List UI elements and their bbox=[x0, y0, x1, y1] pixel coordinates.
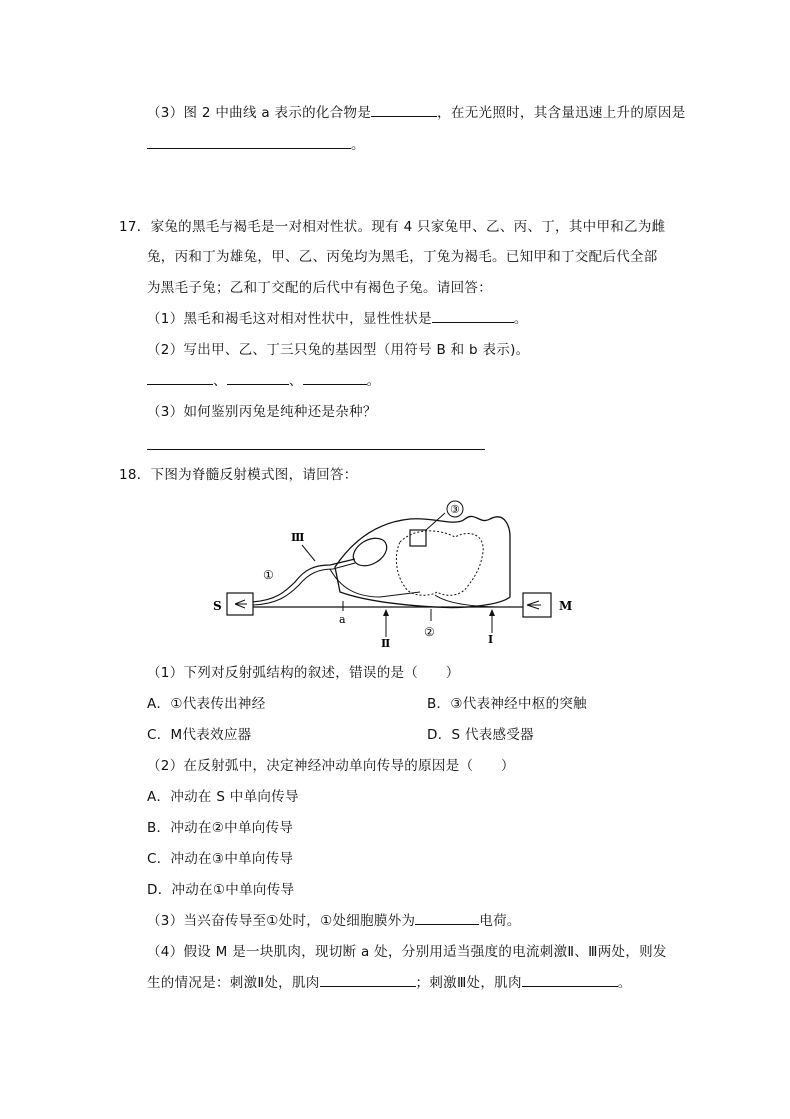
q17-genotype-jia-blank[interactable] bbox=[147, 372, 213, 385]
q18-part4-line1: （4）假设 M 是一块肌肉，现切断 a 处，分别用适当强度的电流刺激Ⅱ、Ⅲ两处，则发 bbox=[147, 944, 667, 960]
q18-part4-text-a: 生的情况是：刺激Ⅱ处，肌肉 bbox=[147, 975, 320, 991]
q17-part1-text: （1）黑毛和褐毛这对相对性状中，显性性状是 bbox=[147, 311, 432, 327]
q18-part3 bbox=[147, 912, 521, 930]
q16-part3-answer-line bbox=[147, 136, 365, 154]
q18-intro: 18．下图为脊髓反射模式图，请回答： bbox=[119, 467, 358, 483]
q18-part1: （1）下列对反射弧结构的叙述，错误的是（ ） bbox=[147, 665, 460, 681]
q17-part3: （3）如何鉴别丙兔是纯种还是杂种？ bbox=[147, 404, 377, 420]
q16-part3-blank-1[interactable] bbox=[371, 104, 437, 117]
q18-part3-blank[interactable] bbox=[415, 912, 479, 925]
spinal-reflex-diagram bbox=[205, 497, 575, 647]
q18-part2-option-b[interactable]: B．冲动在②中单向传导 bbox=[147, 820, 294, 836]
q17-part1-end: 。 bbox=[513, 311, 528, 327]
q16-part3-text-a: （3）图 2 中曲线 a 表示的化合物是 bbox=[147, 105, 372, 121]
q17-part3-answer-blank[interactable] bbox=[147, 449, 485, 450]
label-a: a bbox=[339, 613, 346, 626]
q18-part3-text-a: （3）当兴奋传导至①处时，①处细胞膜外为 bbox=[147, 913, 416, 929]
q17-genotype-ding-blank[interactable] bbox=[303, 372, 367, 385]
label-II: Ⅱ bbox=[381, 637, 391, 647]
q18-part1-option-d[interactable]: D．S 代表感受器 bbox=[427, 727, 534, 743]
q18-part1-option-c[interactable]: C．M代表效应器 bbox=[147, 727, 252, 743]
q17-sep-1: 、 bbox=[213, 373, 227, 389]
q18-part2: （2）在反射弧中，决定神经冲动单向传导的原因是（ ） bbox=[147, 758, 515, 774]
label-1: ① bbox=[263, 568, 274, 582]
q16-part3-text-b: ，在无光照时，其含量迅速上升的原因是 bbox=[437, 105, 686, 121]
q17-line3: 为黑毛子兔；乙和丁交配的后代中有褐色子兔。请回答： bbox=[147, 280, 492, 296]
q18-part2-option-a[interactable]: A．冲动在 S 中单向传导 bbox=[147, 789, 299, 805]
q18-part3-text-b: 电荷。 bbox=[479, 913, 521, 929]
q16-end: 。 bbox=[351, 137, 365, 153]
q17-part2-blanks bbox=[147, 372, 380, 390]
q17-line2: 兔，丙和丁为雄兔，甲、乙、丙兔均为黑毛，丁兔为褐毛。已知甲和丁交配后代全部 bbox=[147, 249, 658, 265]
q16-part3-line bbox=[147, 104, 686, 122]
label-III: Ⅲ bbox=[291, 531, 305, 544]
q17-part2-end: 。 bbox=[366, 373, 381, 389]
q17-sep-2: 、 bbox=[288, 373, 303, 389]
q17-part2: （2）写出甲、乙、丁三只兔的基因型（用符号 B 和 b 表示)。 bbox=[147, 342, 530, 358]
label-3: ③ bbox=[450, 503, 460, 516]
q18-part4-blank-2[interactable] bbox=[522, 974, 618, 987]
dorsal-root-ganglion bbox=[348, 533, 391, 572]
q17-line1: 17．家兔的黑毛与褐毛是一对相对性状。现有 4 只家兔甲、乙、丙、丁，其中甲和乙为雌 bbox=[119, 219, 666, 235]
q18-part4-blank-1[interactable] bbox=[320, 974, 416, 987]
q18-part4-line2 bbox=[147, 974, 632, 992]
q18-part1-option-a[interactable]: A．①代表传出神经 bbox=[147, 696, 266, 712]
label-2: ② bbox=[424, 625, 435, 639]
q17-genotype-yi-blank[interactable] bbox=[227, 372, 289, 385]
label-M: M bbox=[559, 599, 573, 613]
q18-part1-option-b[interactable]: B．③代表神经中枢的突触 bbox=[427, 696, 587, 712]
label-S: S bbox=[213, 599, 222, 613]
q18-part4-end: 。 bbox=[617, 975, 632, 991]
q18-part4-text-b: ；刺激Ⅲ处，肌肉 bbox=[415, 975, 522, 991]
q18-part2-option-d[interactable]: D．冲动在①中单向传导 bbox=[147, 882, 295, 898]
q17-part1-blank[interactable] bbox=[432, 310, 514, 323]
q18-part2-option-c[interactable]: C．冲动在③中单向传导 bbox=[147, 851, 294, 867]
label-I: Ⅰ bbox=[488, 633, 494, 646]
q17-part1 bbox=[147, 310, 528, 328]
q16-part3-blank-2[interactable] bbox=[147, 136, 351, 149]
